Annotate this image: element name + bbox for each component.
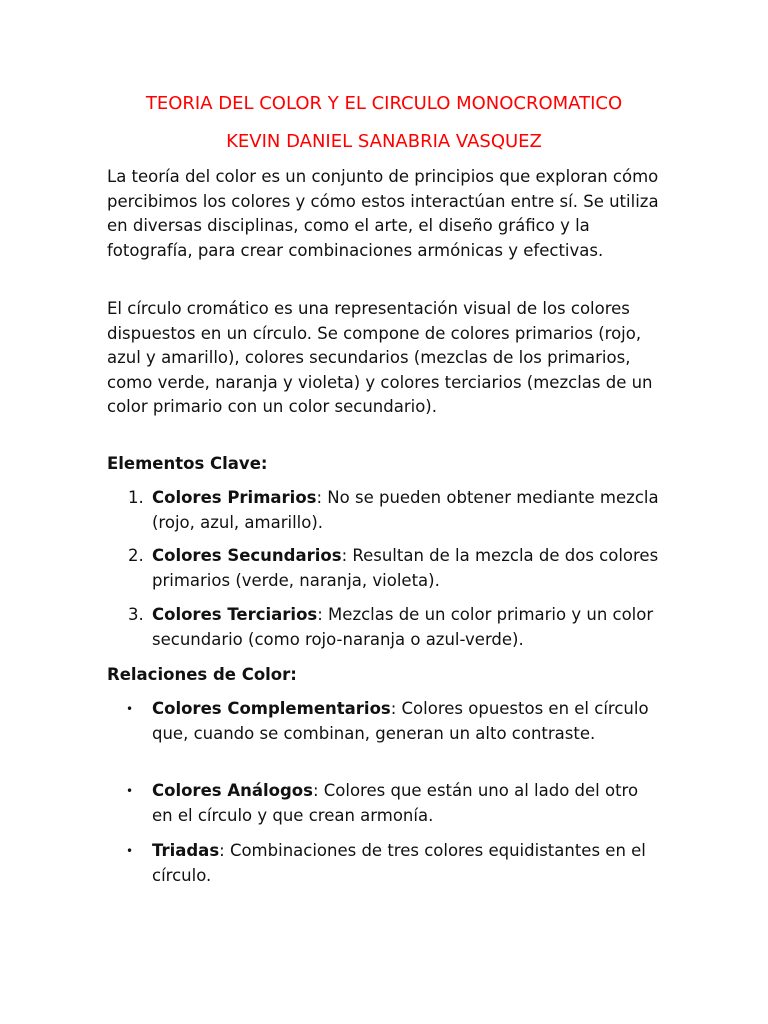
list-item-text: : Combinaciones de tres colores equidistantes en el círculo. — [152, 841, 646, 885]
list-item-text: : Colores opuestos en el círculo que, cuando se combinan, generan un alto contraste. — [152, 699, 649, 743]
list-number: 1. — [128, 488, 144, 507]
list-item-text: : No se pueden obtener mediante mezcla (rojo, azul, amarillo). — [152, 488, 659, 532]
bullet-marker: • — [126, 784, 134, 798]
list-item-primarios — [152, 486, 662, 535]
bullet-marker: • — [126, 844, 134, 858]
paragraph-circulo: El círculo cromático es una representación visual de los colores dispuestos en un círculo. Se compone de colores primarios (rojo, azul y amarillo), colores secundarios (mezclas de los primarios, como verde, naranja y violeta) y colores terciarios (mezclas de un color primario con un color secundario). — [107, 299, 653, 416]
list-item-term: Triadas — [152, 841, 220, 860]
list-item-analogos — [152, 779, 662, 828]
document-title: TEORIA DEL COLOR Y EL CIRCULO MONOCROMATICO — [145, 93, 623, 114]
list-item-term: Colores Secundarios — [152, 546, 342, 565]
list-number: 2. — [128, 546, 144, 565]
list-item-term: Colores Complementarios — [152, 699, 391, 718]
list-item-complementarios — [152, 697, 662, 746]
list-item-term: Colores Terciarios — [152, 605, 318, 624]
paragraph-intro: La teoría del color es un conjunto de principios que exploran cómo percibimos los colores y cómo estos interactúan entre sí. Se utiliza en diversas disciplinas, como el arte, el diseño gráfico y la fotografía, para crear combinaciones armónicas y efectivas. — [107, 167, 659, 260]
list-item-secundarios — [152, 544, 662, 593]
list-item-text: : Mezclas de un color primario y un color secundario (como rojo-naranja o azul-verde). — [152, 605, 654, 649]
heading-elementos-clave: Elementos Clave: — [107, 454, 268, 473]
list-item-text: : Resultan de la mezcla de dos colores primarios (verde, naranja, violeta). — [152, 546, 659, 590]
list-item-text: : Colores que están uno al lado del otro en el círculo y que crean armonía. — [152, 781, 639, 825]
list-item-triadas — [152, 839, 662, 888]
heading-relaciones-de-color: Relaciones de Color: — [107, 665, 297, 684]
list-item-term: Colores Análogos — [152, 781, 313, 800]
bullet-marker: • — [126, 702, 134, 716]
list-item-terciarios — [152, 603, 662, 652]
list-number: 3. — [128, 605, 144, 624]
document-author: KEVIN DANIEL SANABRIA VASQUEZ — [226, 131, 542, 152]
list-item-term: Colores Primarios — [152, 488, 317, 507]
